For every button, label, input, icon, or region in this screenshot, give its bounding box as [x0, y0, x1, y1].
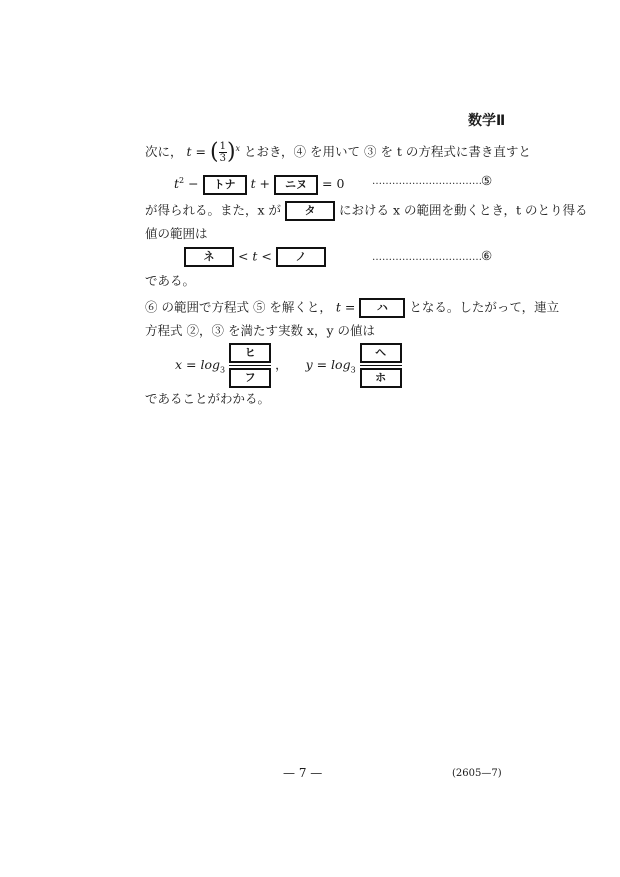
range-line [145, 201, 588, 221]
answer-box-ho[interactable]: ホ [360, 368, 402, 388]
t-equals: t = [186, 144, 206, 160]
y-fraction-bar [360, 365, 402, 366]
x-fraction-bar [229, 365, 271, 366]
x-log-label [175, 357, 226, 375]
intro-lead: 次に， [145, 144, 183, 160]
intro-line [145, 140, 531, 164]
answer-box-ne[interactable]: ネ [184, 247, 234, 267]
answer-box-fu[interactable]: フ [229, 368, 271, 388]
conclusion-line: であることがわかる。 [145, 391, 271, 406]
range-text-a: が得られる。また，x が [145, 202, 282, 218]
y-log-label [305, 357, 356, 375]
log-base-y: 3 [350, 365, 356, 375]
answer-box-ha[interactable]: ハ [359, 298, 405, 318]
fraction-numerator: 1 [219, 141, 226, 153]
value-range-label: 値の範囲は [145, 226, 208, 241]
x-fraction [229, 342, 271, 389]
page-number: — 7 — [283, 766, 323, 780]
log-base-x: 3 [220, 365, 226, 375]
dearu-line: である。 [145, 273, 196, 288]
inequality-6 [184, 247, 326, 267]
xy-comma: ， [275, 357, 288, 372]
answer-box-ninu[interactable]: ニヌ [274, 175, 318, 195]
answer-box-ta[interactable]: タ [285, 201, 335, 221]
minus-sign: − [188, 176, 199, 192]
t-plus: t + [250, 176, 271, 192]
y-log-text: y = log [305, 357, 351, 372]
range-text-b: における x の範囲を動くとき，t のとり得る [339, 202, 588, 218]
answer-box-hi[interactable]: ヒ [229, 343, 271, 363]
dots-6: …………………………… [372, 252, 482, 263]
solve-text-b: となる。したがって，連立 [409, 299, 560, 315]
equation-5 [174, 172, 344, 195]
answer-box-tona[interactable]: トナ [203, 175, 247, 195]
solve-line [145, 298, 559, 318]
left-paren: ( [209, 139, 219, 165]
exponent-x: x [235, 144, 241, 153]
answer-box-he[interactable]: ヘ [360, 343, 402, 363]
system-line: 方程式 ②，③ を満たす実数 x，y の値は [145, 323, 376, 338]
answer-box-no[interactable]: ノ [276, 247, 326, 267]
label-6: ⑥ [481, 248, 493, 263]
solve-text-a: ⑥ の範囲で方程式 ⑤ を解くと， [145, 299, 332, 315]
equals-zero: = 0 [322, 176, 345, 192]
fraction-denominator: 3 [219, 153, 226, 165]
one-third-fraction [219, 141, 227, 164]
right-paren: ) [226, 139, 236, 165]
page-code: (2605—7) [452, 768, 502, 779]
subject-title: 数学Ⅱ [468, 113, 506, 129]
x-log-text: x = log [175, 357, 220, 372]
y-fraction [360, 342, 402, 389]
xy-answers [175, 342, 402, 389]
exponent-2: 2 [179, 176, 185, 185]
t-squared: t [174, 176, 180, 192]
t-equals-2: t = [335, 299, 356, 315]
label-5: ⑤ [481, 173, 493, 188]
less-than-t: < t < [237, 248, 272, 264]
dots-5: …………………………… [372, 176, 482, 187]
intro-rest: とおき，④ を用いて ③ を t の方程式に書き直すと [244, 144, 531, 160]
